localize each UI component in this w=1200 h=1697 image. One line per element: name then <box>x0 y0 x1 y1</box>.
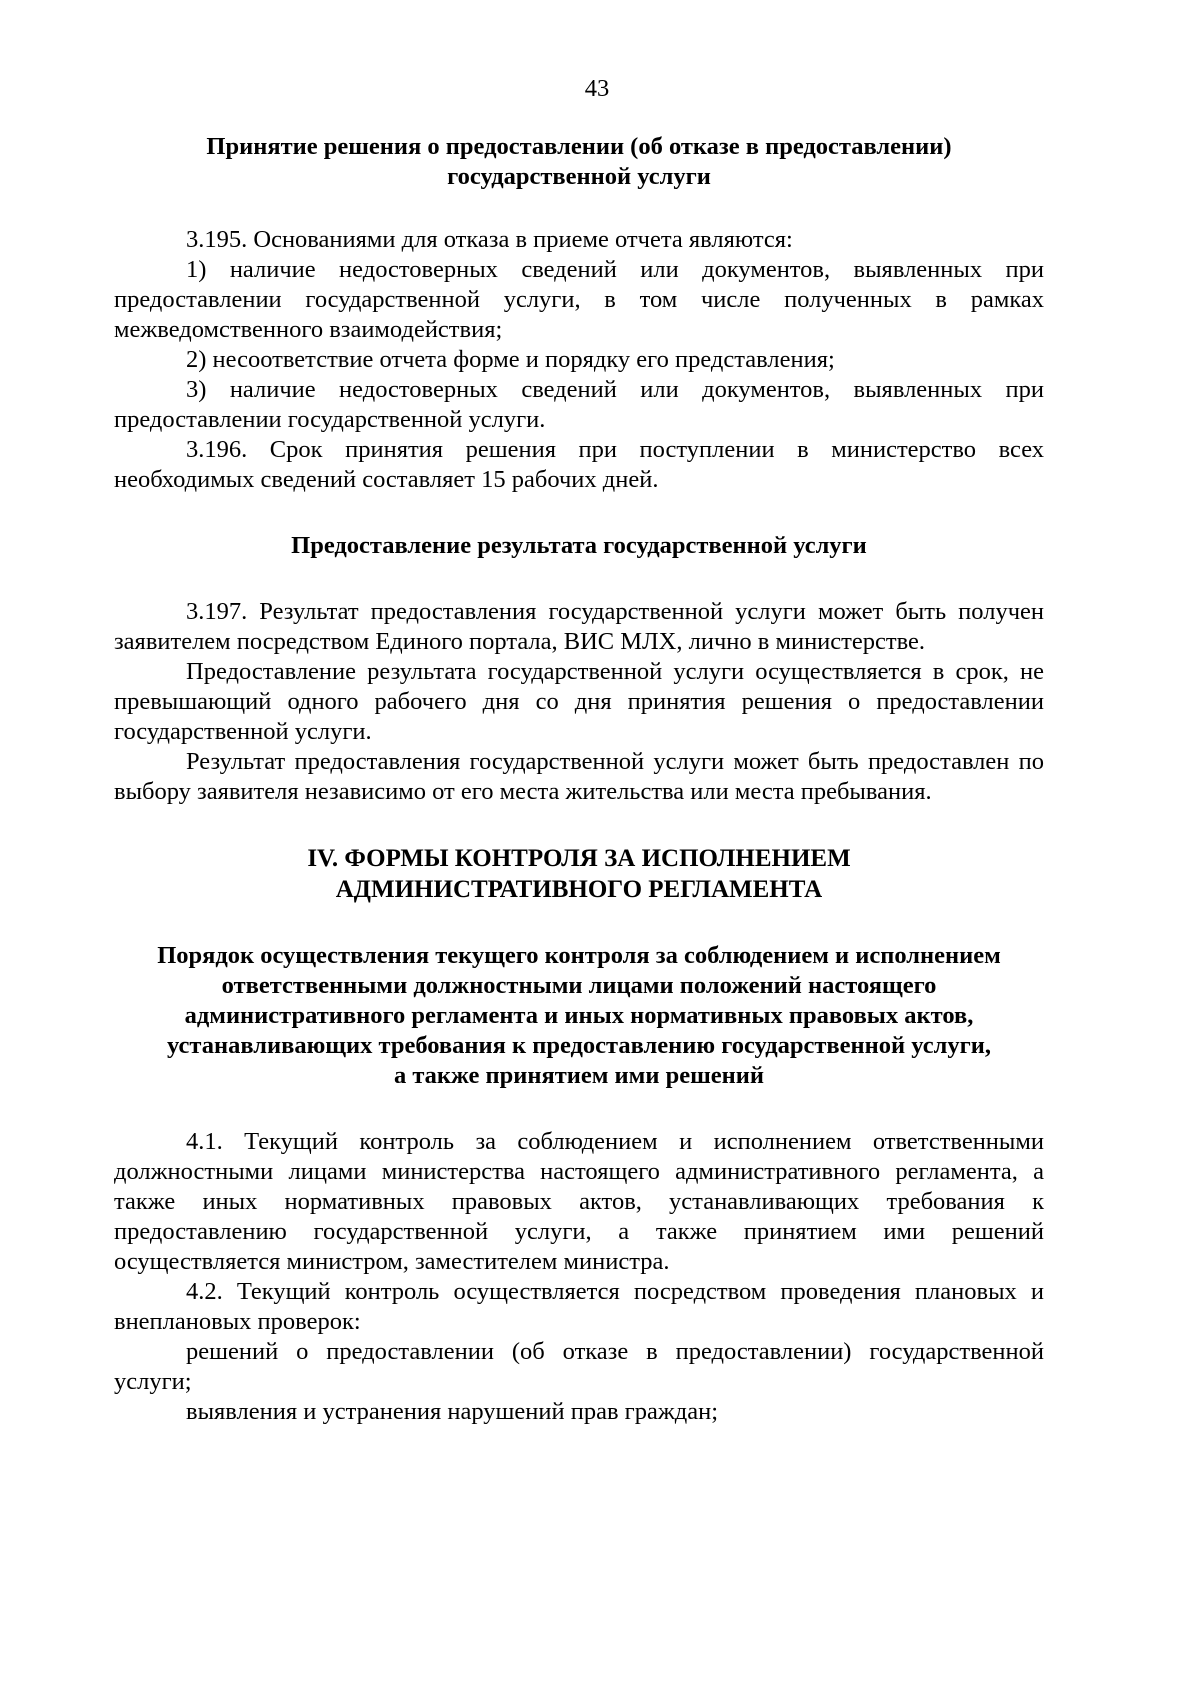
spacer <box>114 495 1044 531</box>
paragraph: 1) наличие недостоверных сведений или документов, выявленных при предоставлении государственной услуги, в том числе полученных в рамках межведомственного взаимодействия; <box>114 256 1044 343</box>
paragraph: 3.196. Срок принятия решения при поступлении в министерство всех необходимых сведений составляет 15 рабочих дней. <box>114 436 1044 493</box>
paragraph: 3) наличие недостоверных сведений или документов, выявленных при предоставлении государственной услуги. <box>114 376 1044 433</box>
spacer <box>114 561 1044 597</box>
paragraph: 2) несоответствие отчета форме и порядку его представления; <box>186 346 835 373</box>
spacer <box>114 1091 1044 1127</box>
heading-control: Порядок осуществления текущего контроля за соблюдением и исполнением ответственными должностными лицами положений настоящего административного регламента и иных нормативных правовых актов, устанавливающих требования к предоставлению государственной услуги, а также принятием ими решений <box>157 942 1001 1089</box>
paragraph: 4.1. Текущий контроль за соблюдением и исполнением ответственными должностными лицами министерства настоящего административного регламента, а также иных нормативных правовых актов, устанавливающих требования к предоставлению государственной услуги, а также принятием ими решений осуществляется министром, заместителем министра. <box>114 1128 1044 1275</box>
paragraph: 3.197. Результат предоставления государственной услуги может быть получен заявителем посредством Единого портала, ВИС МЛХ, лично в министерстве. <box>114 598 1044 655</box>
heading-result: Предоставление результата государственной услуги <box>291 532 867 559</box>
paragraph: 3.195. Основаниями для отказа в приеме отчета являются: <box>186 226 793 253</box>
spacer <box>114 807 1044 843</box>
paragraph: Результат предоставления государственной услуги может быть предоставлен по выбору заявителя независимо от его места жительства или места пребывания. <box>114 748 1044 805</box>
paragraph: 4.2. Текущий контроль осуществляется посредством проведения плановых и внеплановых проверок: <box>114 1278 1044 1335</box>
paragraph: решений о предоставлении (об отказе в предоставлении) государственной услуги; <box>114 1338 1044 1395</box>
spacer <box>114 192 1044 225</box>
paragraph: выявления и устранения нарушений прав граждан; <box>186 1398 719 1425</box>
paragraph: Предоставление результата государственной услуги осуществляется в срок, не превышающий одного рабочего дня со дня принятия решения о предоставлении государственной услуги. <box>114 658 1044 745</box>
heading-decision: Принятие решения о предоставлении (об отказе в предоставлении) государственной услуги <box>206 133 952 190</box>
page-number: 43 <box>584 75 610 102</box>
section-title: IV. ФОРМЫ КОНТРОЛЯ ЗА ИСПОЛНЕНИЕМ АДМИНИСТРАТИВНОГО РЕГЛАМЕНТА <box>307 845 851 903</box>
spacer <box>114 905 1044 941</box>
